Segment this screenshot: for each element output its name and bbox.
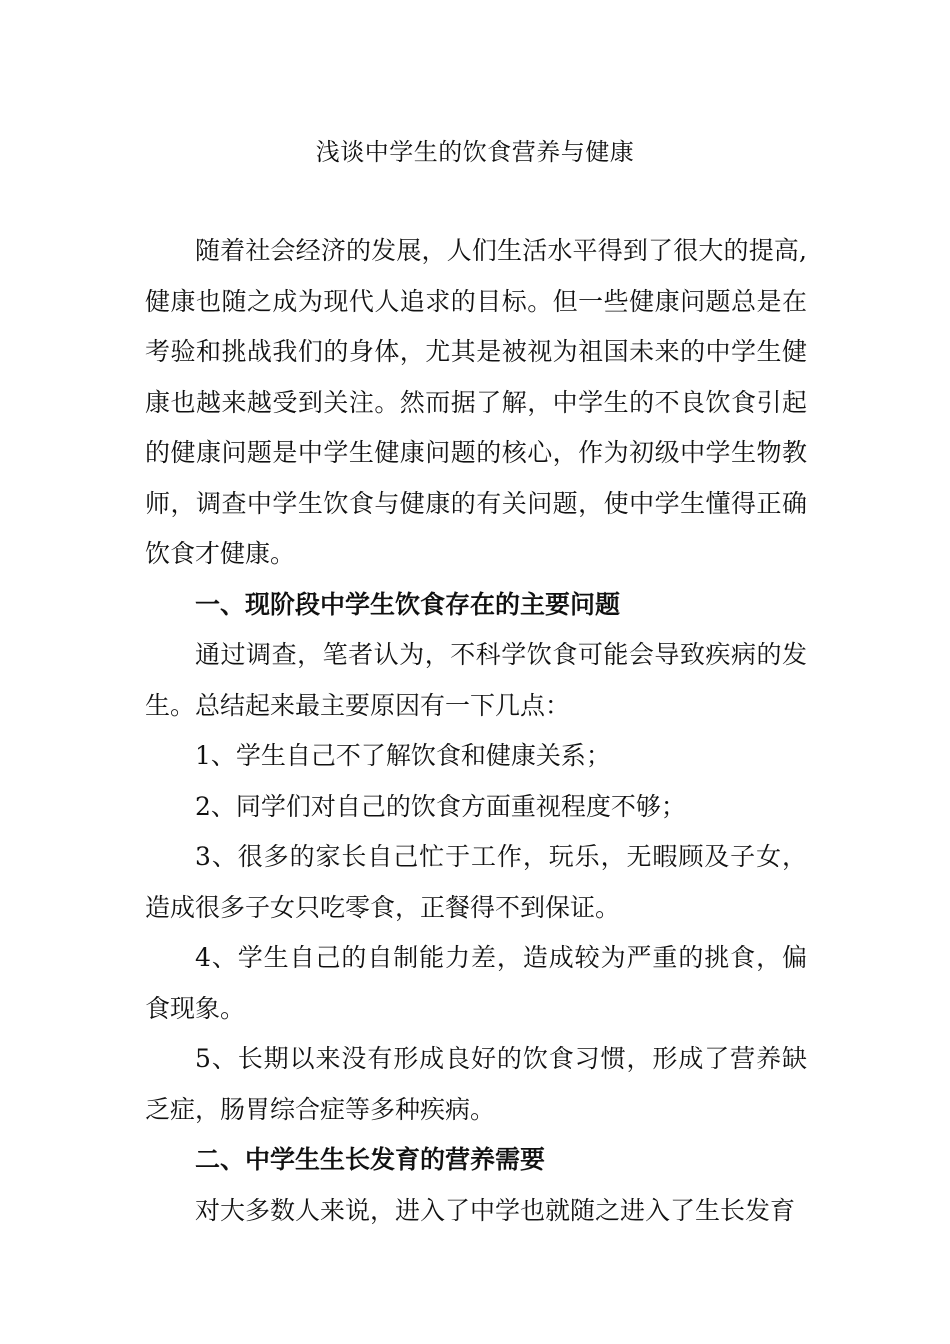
list-item: 3、很多的家长自己忙于工作，玩乐，无暇顾及子女，造成很多子女只吃零食，正餐得不到保证。 (145, 842, 807, 922)
list-item: 1、学生自己不了解饮食和健康关系； (195, 741, 611, 770)
list-item: 2、同学们对自己的饮食方面重视程度不够； (195, 791, 686, 821)
list-item: 4、学生自己的自制能力差，造成较为严重的挑食，偏食现象。 (145, 943, 807, 1023)
intro-paragraph: 随着社会经济的发展，人们生活水平得到了很大的提高,健康也随之成为现代人追求的目标。但一些健康问题总是在考验和挑战我们的身体，尤其是被视为祖国未来的中学生健康也越来越受到关注。然而据了解，中学生的不良饮食引起的健康问题是中学生健康问题的核心，作为初级中学生物教师，调查中学生饮食与健康的有关问题，使中学生懂得正确饮食才健康。 (145, 236, 807, 568)
document-body (145, 226, 807, 1236)
section-heading-2: 二、中学生生长发育的营养需要 (195, 1145, 546, 1174)
section-heading-1: 一、现阶段中学生饮食存在的主要问题 (195, 589, 621, 619)
paragraph: 对大多数人来说，进入了中学也就随之进入了生长发育 (195, 1195, 796, 1225)
paragraph: 通过调查，笔者认为，不科学饮食可能会导致疾病的发生。总结起来最主要原因有一下几点： (145, 640, 807, 720)
list-item: 5、长期以来没有形成良好的饮食习惯，形成了营养缺乏症，肠胃综合症等多种疾病。 (145, 1044, 807, 1124)
document-title: 浅谈中学生的饮食营养与健康 (315, 138, 635, 166)
